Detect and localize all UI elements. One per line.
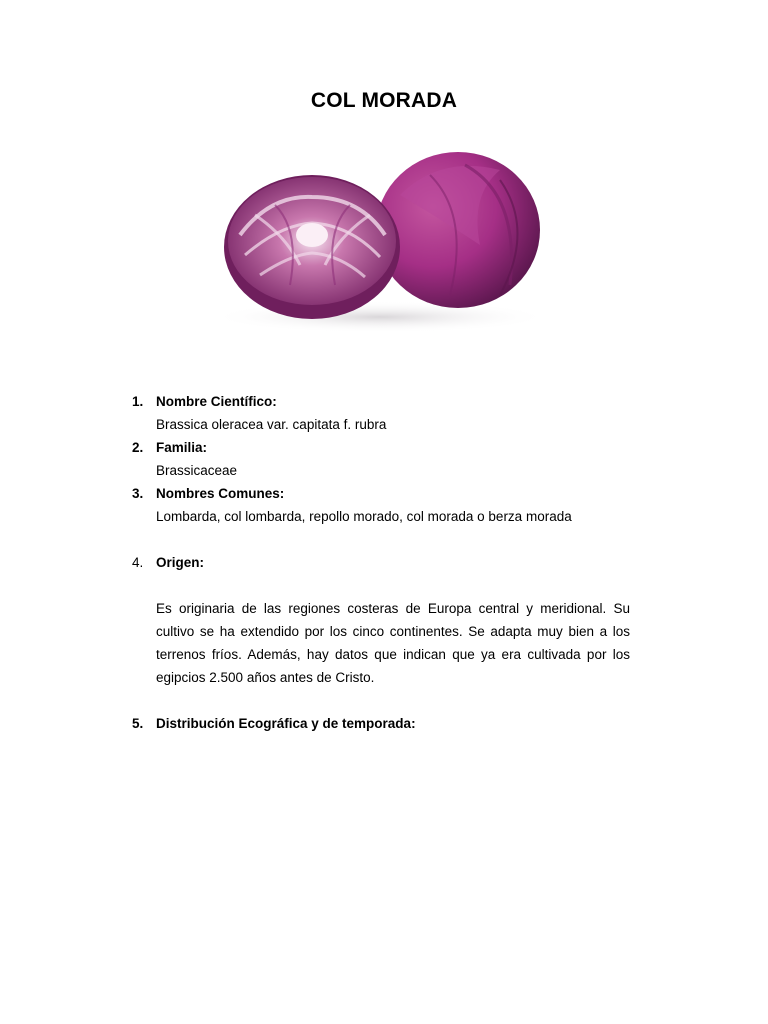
spacer [132, 528, 632, 551]
item-value: Brassicaceae [156, 463, 238, 478]
info-list [132, 390, 632, 735]
list-item [132, 482, 632, 505]
item-number: 3. [132, 486, 144, 501]
item-label: Distribución Ecográfica y de temporada: [156, 716, 416, 731]
item-number: 5. [132, 716, 144, 731]
whole-cabbage [376, 152, 540, 308]
list-item [132, 390, 632, 413]
item-value: Lombarda, col lombarda, repollo morado, col morada o berza morada [156, 509, 572, 524]
item-label: Nombre Científico: [156, 394, 277, 409]
list-item [132, 436, 632, 459]
origin-paragraph: Es originaria de las regiones costeras de Europa central y meridional. Su cultivo se ha extendido por los cinco continentes. Se adapta muy bien a los terrenos fríos. Además, hay datos que indican que ya era cultivada por los egipcios 2.500 años antes de Cristo. [156, 601, 630, 685]
image-shadow [210, 301, 550, 333]
cut-cabbage [224, 175, 400, 319]
item-label: Origen: [156, 555, 205, 570]
list-item [132, 712, 632, 735]
item-number: 4. [132, 555, 144, 570]
item-label: Familia: [156, 440, 208, 455]
list-item [132, 551, 632, 574]
item-label: Nombres Comunes: [156, 486, 285, 501]
page-title: COL MORADA [310, 89, 458, 112]
item-number: 2. [132, 440, 144, 455]
spacer [132, 574, 632, 597]
spacer [132, 689, 632, 712]
item-value: Brassica oleracea var. capitata f. rubra [156, 417, 387, 432]
red-cabbage-image [200, 135, 570, 340]
item-number: 1. [132, 394, 144, 409]
